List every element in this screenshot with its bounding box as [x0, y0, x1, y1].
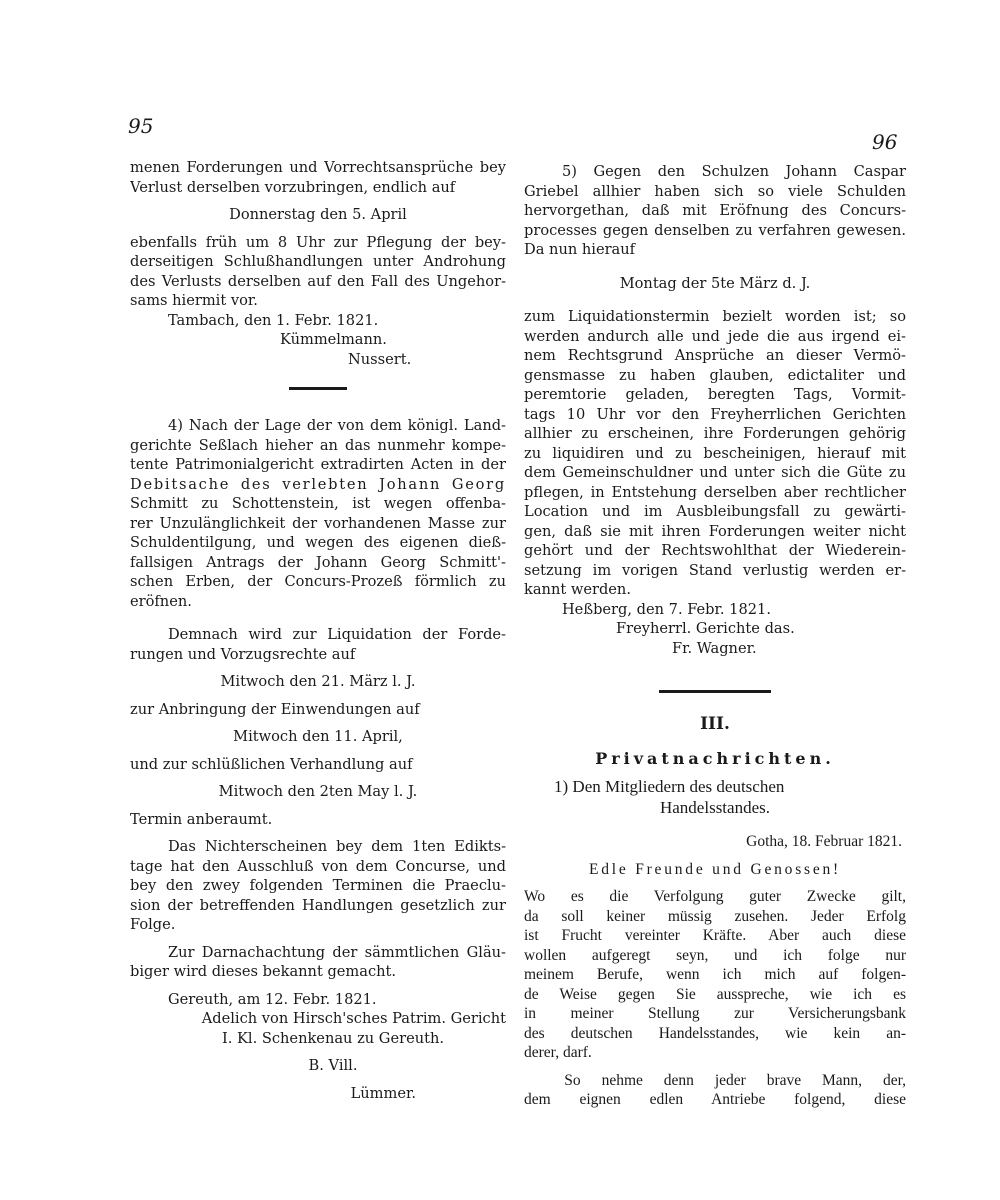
text-line: biger wird dieses bekannt gemacht.: [130, 963, 397, 980]
text-line: werden andurch alle und jede die aus irgend ei-: [524, 327, 906, 345]
text-line: nem Rechtsgrund Ansprüche an dieser Vermö-: [524, 347, 906, 364]
text-line: Griebel allhier haben sich so viele Schulden: [524, 182, 906, 200]
text-line: setzung im vorigen Stand verlustig werden er-: [524, 561, 906, 579]
subsection-title-1: 1) Den Mitgliedern des deutschen: [554, 777, 785, 796]
text-line: pflegen, in Entstehung derselben aber rechtlicher: [524, 483, 906, 501]
text-line: kannt werden.: [524, 581, 631, 598]
signature-court-2: I. Kl. Schenkenau zu Gereuth.: [221, 1029, 445, 1047]
right-column: [524, 162, 906, 1110]
text-line: Verlust derselben vorzubringen, endlich auf: [130, 178, 456, 196]
text-line: des Verlusts derselben auf den Fall des Ungehor-: [130, 272, 506, 290]
text-line: So nehme denn jeder brave Mann, der,: [564, 1071, 906, 1089]
text-line: bey den zwey folgenden Terminen die Praeclu-: [130, 877, 506, 894]
text-line: Debitsache des verlebten Johann Georg: [130, 475, 506, 493]
text-line: allhier zu erscheinen, ihre Forderungen gehörig: [524, 425, 906, 442]
text-line: meinem Berufe, wenn ich mich auf folgen-: [524, 966, 906, 983]
left-block-8: [130, 837, 506, 935]
text-line: peremtorie geladen, beregten Tags, Vormit-: [524, 386, 906, 403]
letter-paragraph-1: [524, 887, 906, 1063]
text-line: des deutschen Handelsstandes, wie kein an-: [524, 1024, 906, 1042]
signature-place-3: Heßberg, den 7. Febr. 1821.: [561, 600, 771, 618]
page-number-left: 95: [128, 114, 154, 138]
page-number-right: 96: [872, 130, 898, 154]
text-line: hervorgethan, daß mit Eröfnung des Concurs-: [524, 202, 906, 219]
text-line: da soll keiner müssig zusehen. Jeder Erfolg: [524, 907, 906, 925]
salutation: Edle Freunde und Genossen!: [588, 860, 842, 878]
left-column: [130, 158, 506, 1103]
text-line: Folge.: [130, 916, 176, 933]
date-line-1: Donnerstag den 5. April: [229, 206, 407, 223]
text-line: in meiner Stellung zur Versicherungsbank: [524, 1005, 906, 1022]
date-line-5: Montag der 5te März d. J.: [619, 274, 811, 292]
text-line: dem Gemeinschuldner und unter sich die Güte zu: [524, 464, 906, 481]
left-block-2: [130, 233, 506, 311]
text-line: ebenfalls früh um 8 Uhr zur Pflegung der bey-: [130, 233, 506, 251]
right-block-2: [524, 307, 906, 600]
text-line: Zur Darnachachtung der sämmtlichen Gläu-: [167, 943, 506, 961]
text-line: schen Erben, der Concurs-Prozeß förmlich zu: [130, 573, 506, 590]
text-line: wollen aufgeregt seyn, und ich folge nur: [524, 946, 906, 964]
section-divider: [289, 387, 347, 390]
text-line: Schmitt zu Schottenstein, ist wegen offenba-: [130, 495, 506, 512]
signature-court-3: Freyherrl. Gerichte das.: [616, 620, 795, 637]
text-line: derseitigen Schlußhandlungen unter Androhung: [130, 253, 506, 270]
text-line: rungen und Vorzugsrechte auf: [130, 645, 356, 663]
text-line: Termin anberaumt.: [130, 810, 273, 828]
text-line: 5) Gegen den Schulzen Johann Caspar: [561, 163, 906, 180]
signature-court-1: Adelich von Hirsch'sches Patrim. Gericht: [201, 1010, 506, 1027]
text-line: gensmasse zu haben glauben, edictaliter und: [524, 366, 906, 384]
text-line: und zur schlüßlichen Verhandlung auf: [130, 755, 413, 773]
text-line: Da nun hierauf: [524, 241, 636, 258]
text-line: Schuldentilgung, und wegen des eigenen dieß-: [130, 534, 506, 551]
section-title: Privatnachrichten.: [595, 748, 835, 768]
text-line: sams hiermit vor.: [130, 292, 258, 309]
signature-name-4: Lümmer.: [350, 1084, 416, 1102]
left-block-9: [130, 943, 506, 982]
date-line-4: Mitwoch den 2ten May l. J.: [218, 783, 418, 800]
text-line: 4) Nach der Lage der von dem königl. Land-: [167, 417, 506, 434]
text-line: de Weise gegen Sie ausspreche, wie ich es: [524, 985, 906, 1003]
text-line: Wo es die Verfolgung guter Zwecke gilt,: [524, 888, 906, 905]
signature-name-3: B. Vill.: [308, 1057, 358, 1074]
text-line: Demnach wird zur Liquidation der Forde-: [167, 626, 506, 643]
text-line: zur Anbringung der Einwendungen auf: [130, 700, 420, 718]
text-line: tente Patrimonialgericht extradirten Acten in der: [130, 456, 506, 473]
section-numeral: III.: [700, 714, 730, 734]
date-line-3: Mitwoch den 11. April,: [233, 728, 403, 745]
text-line: fallsigen Antrags der Johann Georg Schmitt'-: [130, 553, 506, 571]
text-line: zum Liquidationstermin bezielt worden ist; so: [524, 308, 906, 325]
text-line: menen Forderungen und Vorrechtsansprüche bey: [130, 159, 506, 176]
text-line: tags 10 Uhr vor den Freyherrlichen Gerichten: [524, 405, 906, 423]
text-line: tage hat den Ausschluß von dem Concurse, und: [130, 857, 506, 875]
signature-place-1: Tambach, den 1. Febr. 1821.: [167, 311, 379, 329]
text-line: dem eignen edlen Antriebe folgend, diese: [524, 1091, 906, 1108]
text-line: gerichte Seßlach hieher an das nunmehr kompe-: [130, 436, 506, 454]
signature-place-2: Gereuth, am 12. Febr. 1821.: [167, 990, 377, 1008]
right-block-1: [524, 162, 906, 260]
date-line-2: Mitwoch den 21. März l. J.: [220, 673, 416, 690]
text-line: Das Nichterscheinen bey dem 1ten Edikts-: [167, 838, 506, 855]
text-line: processes gegen denselben zu verfahren gewesen.: [524, 221, 906, 239]
left-block-1: [130, 158, 506, 197]
signature-name-2: Nussert.: [348, 350, 412, 368]
left-block-3: [130, 416, 506, 611]
text-line: ist Frucht vereinter Kräfte. Aber auch diese: [524, 927, 906, 944]
section-divider: [659, 690, 771, 693]
text-line: rer Unzulänglichkeit der vorhandenen Masse zur: [130, 514, 506, 532]
signature-name-5: Fr. Wagner.: [672, 639, 757, 657]
left-block-4: [130, 625, 506, 664]
letter-date: Gotha, 18. Februar 1821.: [746, 833, 902, 850]
signature-name-1: Kümmelmann.: [280, 331, 387, 348]
letter-paragraph-2: [524, 1071, 906, 1110]
text-line: gehört und der Rechtswohlthat der Wiederein-: [524, 542, 906, 559]
text-line: gen, daß sie mit ihren Forderungen weiter nicht: [524, 522, 906, 540]
text-line: eröfnen.: [130, 592, 192, 610]
text-line: zu liquidiren und zu bescheinigen, hierauf mit: [524, 444, 906, 462]
subsection-title-2: Handelsstandes.: [659, 798, 770, 817]
text-line: derer, darf.: [524, 1044, 592, 1061]
text-line: Location und im Ausbleibungsfall zu gewärti-: [524, 503, 906, 520]
text-line: sion der betreffenden Handlungen gesetzlich zur: [130, 896, 506, 914]
